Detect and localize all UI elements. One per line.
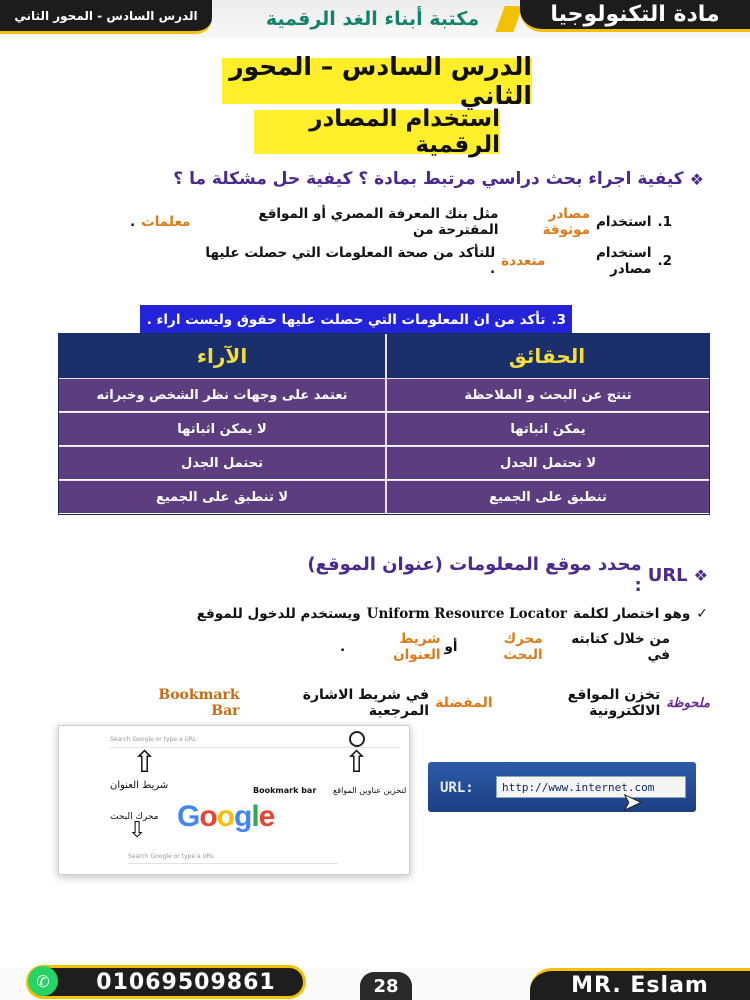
desc-highlight: محرك البحث (503, 631, 543, 663)
desc-highlight: شريط العنوان (393, 631, 441, 663)
table-cell: تنتج عن البحث و الملاحظة (387, 378, 709, 411)
address-bar-label: شريط العنوان (110, 780, 169, 791)
cursor-icon: ➤ (622, 788, 643, 816)
note-highlight: المفضلة (435, 695, 493, 711)
url-heading-en: URL (647, 564, 688, 586)
desc-text: . (340, 639, 346, 655)
question-heading (110, 162, 704, 196)
table-header-facts: الحقائق (385, 334, 709, 378)
library-name: مكتبة أبناء الغد الرقمية (265, 8, 480, 30)
arrow-up-icon: ⇧ (132, 745, 158, 780)
item-number: 3. (551, 312, 566, 328)
arrow-up-icon: ⇧ (344, 745, 370, 780)
logo-letter: e (258, 800, 275, 833)
table-cell: يمكن اثباتها (387, 412, 709, 445)
logo-letter: l (251, 800, 259, 833)
url-address-box: http://www.internet.com (496, 776, 686, 798)
desc-text: ويستخدم للدخول للموقع (196, 606, 361, 622)
desc-text: أو (444, 639, 458, 655)
item-text: استخدام (595, 214, 652, 230)
page-number: 28 (360, 972, 412, 1000)
table-cell: تنطبق على الجميع (387, 480, 709, 513)
note-text: في شريط الاشارة المرجعية (302, 687, 430, 719)
item-highlight: مصادر موثوقة (542, 206, 590, 238)
item-text: للتأكد من صحة المعلومات التي حصلت عليها . (205, 245, 496, 277)
table-cell: تحتمل الجدل (59, 446, 385, 479)
url-description-line1 (110, 600, 708, 628)
url-heading-ar: محدد موقع المعلومات (عنوان الموقع) : (307, 554, 642, 596)
logo-letter: o (216, 800, 234, 833)
search-box: Search Google or type a URL (128, 850, 338, 864)
subject-badge: مادة التكنولوجيا (520, 0, 750, 32)
teacher-name: MR. Eslam (530, 968, 750, 1000)
note (130, 688, 710, 718)
desc-english-term: Uniform Resource Locator (366, 606, 567, 622)
item-text: مثل بنك المعرفة المصري أو المواقع المقترحة من (258, 206, 499, 238)
desc-text: وهو اختصار لكلمة (572, 606, 691, 622)
note-label: ملحوظة (666, 695, 710, 711)
item-text: استخدام مصادر (595, 245, 652, 277)
google-logo (177, 800, 274, 834)
list-item-2 (200, 247, 672, 275)
logo-letter: G (177, 800, 200, 833)
item-number: 1. (657, 214, 672, 230)
search-engine-label: محرك البحث (110, 812, 159, 822)
phone-number: 01069509861 (96, 969, 276, 995)
lesson-title: الدرس السادس – المحور الثاني (222, 58, 532, 104)
diamond-bullet-icon: ❖ (693, 565, 708, 585)
list-item-3 (140, 305, 572, 335)
url-heading (296, 554, 708, 596)
lesson-reference: الدرس السادس - المحور الثاني (0, 0, 212, 34)
item-text: تأكد من ان المعلومات التي حصلت عليها حقوق وليست اراء . (146, 312, 546, 328)
item-highlight: معلمات (141, 214, 191, 230)
table-header-opinions: الآراء (59, 334, 385, 378)
note-text: تخزن المواقع الالكترونية (567, 687, 661, 719)
question-text: كيفية اجراء بحث دراسي مرتبط بمادة ؟ كيفية حل مشكلة ما ؟ (173, 169, 684, 189)
url-label: URL: (440, 780, 474, 796)
lesson-subtitle: استخدام المصادر الرقمية (254, 110, 500, 154)
whatsapp-icon: ✆ (28, 966, 58, 996)
note-english-term: Bookmark Bar (158, 687, 240, 719)
facts-opinions-table (58, 333, 710, 515)
bookmark-bar-label-ar: لتخزين عناوين المواقع (333, 786, 407, 795)
table-cell: لا تنطبق على الجميع (59, 480, 385, 513)
check-icon: ✓ (696, 606, 708, 622)
logo-letter: o (199, 800, 217, 833)
table-cell: لا يمكن اثباتها (59, 412, 385, 445)
list-item-1 (130, 208, 672, 236)
url-description-line2 (340, 633, 670, 661)
arrow-down-icon: ⇩ (128, 818, 147, 843)
desc-text: من خلال كتابته في (571, 631, 670, 663)
table-divider (385, 334, 387, 514)
item-text: . (130, 214, 136, 230)
table-cell: تعتمد على وجهات نظر الشخص وخبراته (59, 378, 385, 411)
table-cell: لا تحتمل الجدل (387, 446, 709, 479)
omnibox: Search Google or type a URL (110, 732, 400, 748)
item-number: 2. (657, 253, 672, 269)
item-highlight: متعددة (501, 253, 546, 269)
diamond-bullet-icon: ❖ (689, 169, 704, 189)
bookmark-bar-label-en: Bookmark bar (253, 786, 317, 795)
logo-letter: g (234, 800, 252, 833)
